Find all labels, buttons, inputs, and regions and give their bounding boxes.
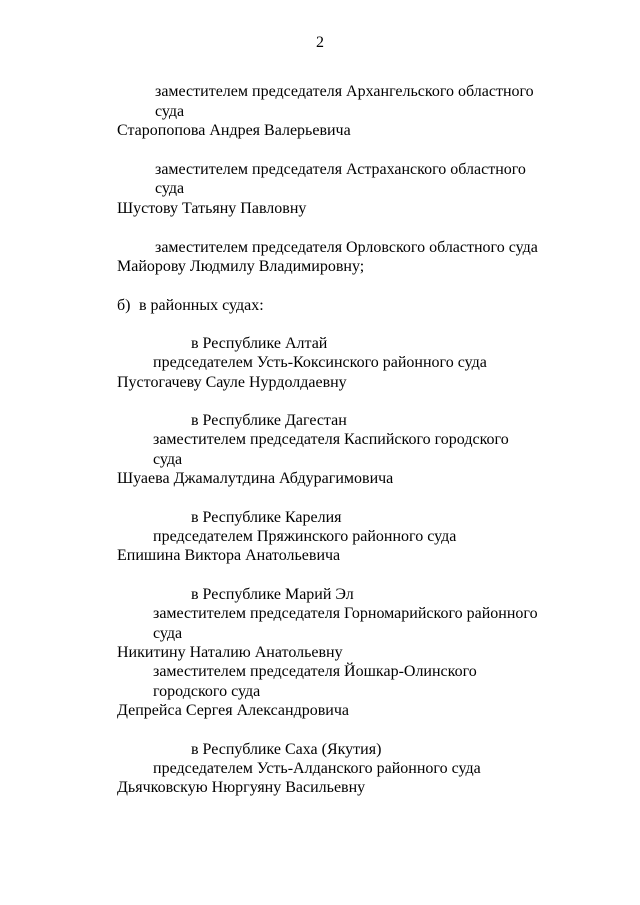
position-line-continuation: суда <box>155 103 185 120</box>
position-line: заместителем председателя Каспийского городского <box>153 431 509 448</box>
appointee-name: Епишина Виктора Анатольевича <box>117 547 341 564</box>
position-line: заместителем председателя Астраханского областного <box>155 161 526 178</box>
position-line: заместителем председателя Йошкар-Олинского <box>153 663 477 680</box>
position-line: председателем Усть-Алданского районного суда <box>153 760 481 777</box>
position-line-continuation: городского суда <box>153 683 261 700</box>
page-number: 2 <box>316 34 324 51</box>
position-line-continuation: суда <box>153 451 183 468</box>
region-heading: в Республике Карелия <box>191 509 342 526</box>
position-line-continuation: суда <box>153 625 183 642</box>
position-line: председателем Усть-Коксинского районного суда <box>153 354 487 371</box>
position-line: заместителем председателя Орловского областного суда <box>155 239 538 256</box>
region-heading: в Республике Саха (Якутия) <box>191 741 382 758</box>
appointee-name: Майорову Людмилу Владимировну; <box>117 258 365 275</box>
region-heading: в Республике Алтай <box>191 335 328 352</box>
appointee-name: Пустогачеву Сауле Нурдолдаевну <box>117 374 347 391</box>
position-line-continuation: суда <box>155 180 185 197</box>
appointee-name: Никитину Наталию Анатольевну <box>117 644 343 661</box>
region-heading: в Республике Дагестан <box>191 412 347 429</box>
appointee-name: Дьячковскую Нюргуяну Васильевну <box>117 779 366 796</box>
position-line: заместителем председателя Архангельского областного <box>155 83 534 100</box>
position-line: председателем Пряжинского районного суда <box>153 528 457 545</box>
appointee-name: Шуаева Джамалутдина Абдурагимовича <box>117 470 394 487</box>
appointee-name: Депрейса Сергея Александровича <box>117 702 349 719</box>
section-title: в районных судах: <box>139 297 264 314</box>
position-line: заместителем председателя Горномарийского районного <box>153 605 538 622</box>
appointee-name: Старопопова Андрея Валерьевича <box>117 122 351 139</box>
region-heading: в Республике Марий Эл <box>191 586 354 603</box>
section-label: б) <box>117 297 131 314</box>
appointee-name: Шустову Татьяну Павловну <box>117 200 307 217</box>
